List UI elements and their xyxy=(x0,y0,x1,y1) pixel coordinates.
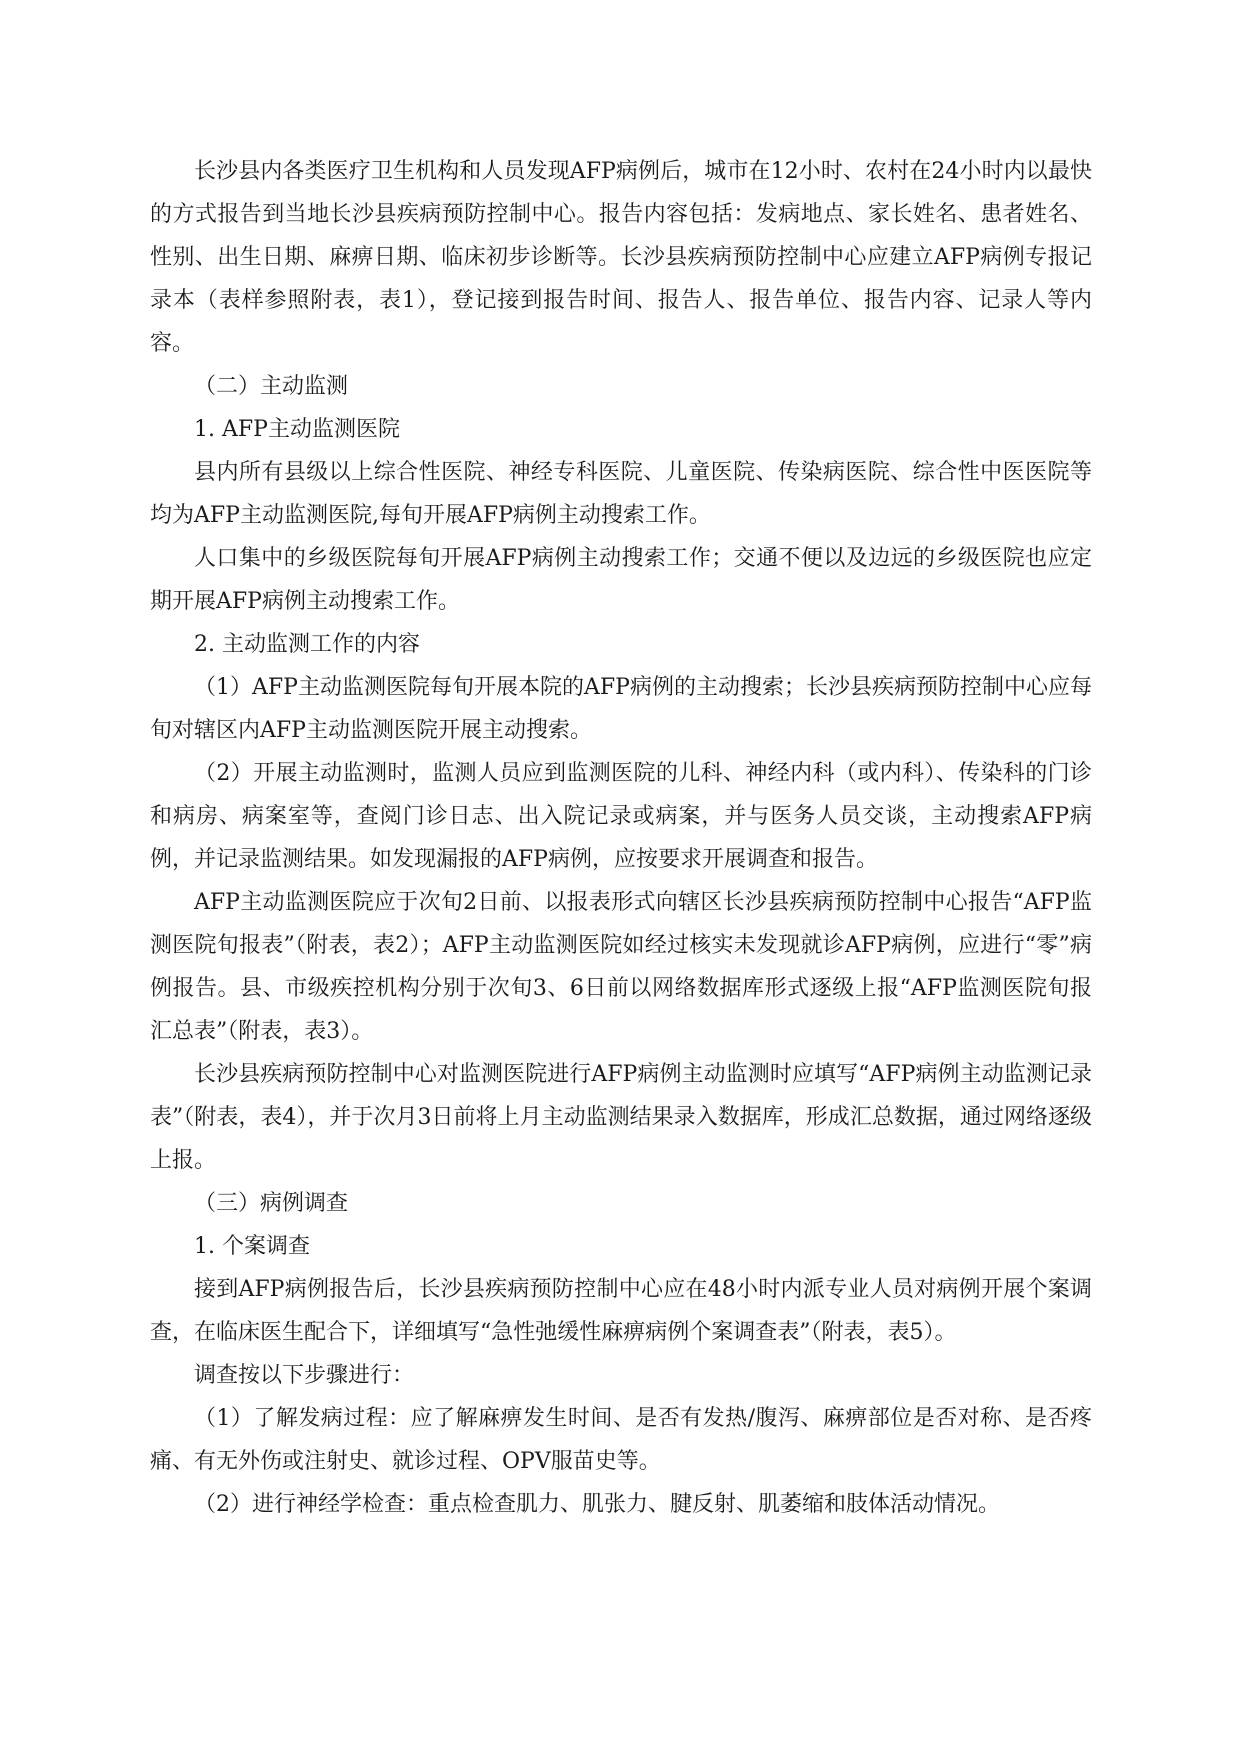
heading-active-surveillance: （二）主动监测 xyxy=(194,374,349,399)
paragraph-township-hospitals: 人口集中的乡级医院每旬开展AFP病例主动搜索工作；交通不便以及边远的乡级医院也应定期开展AFP病例主动搜索工作。 xyxy=(150,546,1092,614)
paragraph-step-2: （2）进行神经学检查：重点检查肌力、肌张力、腱反射、肌萎缩和肢体活动情况。 xyxy=(194,1492,1000,1517)
paragraph-investigation-48h: 接到AFP病例报告后，长沙县疾病预防控制中心应在48小时内派专业人员对病例开展个案调查，在临床医生配合下，详细填写“急性弛缓性麻痹病例个案调查表”（附表，表5）。 xyxy=(150,1277,1092,1345)
heading-surveillance-content: 2. 主动监测工作的内容 xyxy=(194,632,420,657)
heading-surveillance-hospitals: 1. AFP主动监测医院 xyxy=(194,417,400,442)
paragraph-content-item-1: （1）AFP主动监测医院每旬开展本院的AFP病例的主动搜索；长沙县疾病预防控制中心应每旬对辖区内AFP主动监测医院开展主动搜索。 xyxy=(150,675,1092,743)
paragraph-ten-day-report: AFP主动监测医院应于次旬2日前、以报表形式向辖区长沙县疾病预防控制中心报告“AFP监测医院旬报表”（附表，表2）；AFP主动监测医院如经过核实未发现就诊AFP病例，应进行“零”病例报告。县、市级疾控机构分别于次旬3、6日前以网络数据库形式逐级上报“AFP监测医院旬报汇总表”（附表，表3）。 xyxy=(150,890,1092,1044)
paragraph-steps-intro: 调查按以下步骤进行： xyxy=(194,1363,415,1388)
paragraph-content-item-2: （2）开展主动监测时，监测人员应到监测医院的儿科、神经内科（或内科）、传染科的门诊和病房、病案室等，查阅门诊日志、出入院记录或病案，并与医务人员交谈，主动搜索AFP病例，并记录监测结果。如发现漏报的AFP病例，应按要求开展调查和报告。 xyxy=(150,761,1092,872)
paragraph-monitoring-record: 长沙县疾病预防控制中心对监测医院进行AFP病例主动监测时应填写“AFP病例主动监测记录表”（附表，表4），并于次月3日前将上月主动监测结果录入数据库，形成汇总数据，通过网络逐级上报。 xyxy=(150,1062,1092,1173)
paragraph-step-1: （1）了解发病过程：应了解麻痹发生时间、是否有发热/腹泻、麻痹部位是否对称、是否疼痛、有无外伤或注射史、就诊过程、OPV服苗史等。 xyxy=(150,1406,1092,1474)
paragraph-reporting: 长沙县内各类医疗卫生机构和人员发现AFP病例后，城市在12小时、农村在24小时内以最快的方式报告到当地长沙县疾病预防控制中心。报告内容包括：发病地点、家长姓名、患者姓名、性别、出生日期、麻痹日期、临床初步诊断等。长沙县疾病预防控制中心应建立AFP病例专报记录本（表样参照附表，表1），登记接到报告时间、报告人、报告单位、报告内容、记录人等内容。 xyxy=(150,159,1092,356)
heading-case-investigation: （三）病例调查 xyxy=(194,1191,349,1216)
paragraph-county-hospitals: 县内所有县级以上综合性医院、神经专科医院、儿童医院、传染病医院、综合性中医医院等均为AFP主动监测医院,每旬开展AFP病例主动搜索工作。 xyxy=(150,460,1092,528)
heading-individual-investigation: 1. 个案调查 xyxy=(194,1234,310,1259)
document-page xyxy=(150,150,1092,1526)
